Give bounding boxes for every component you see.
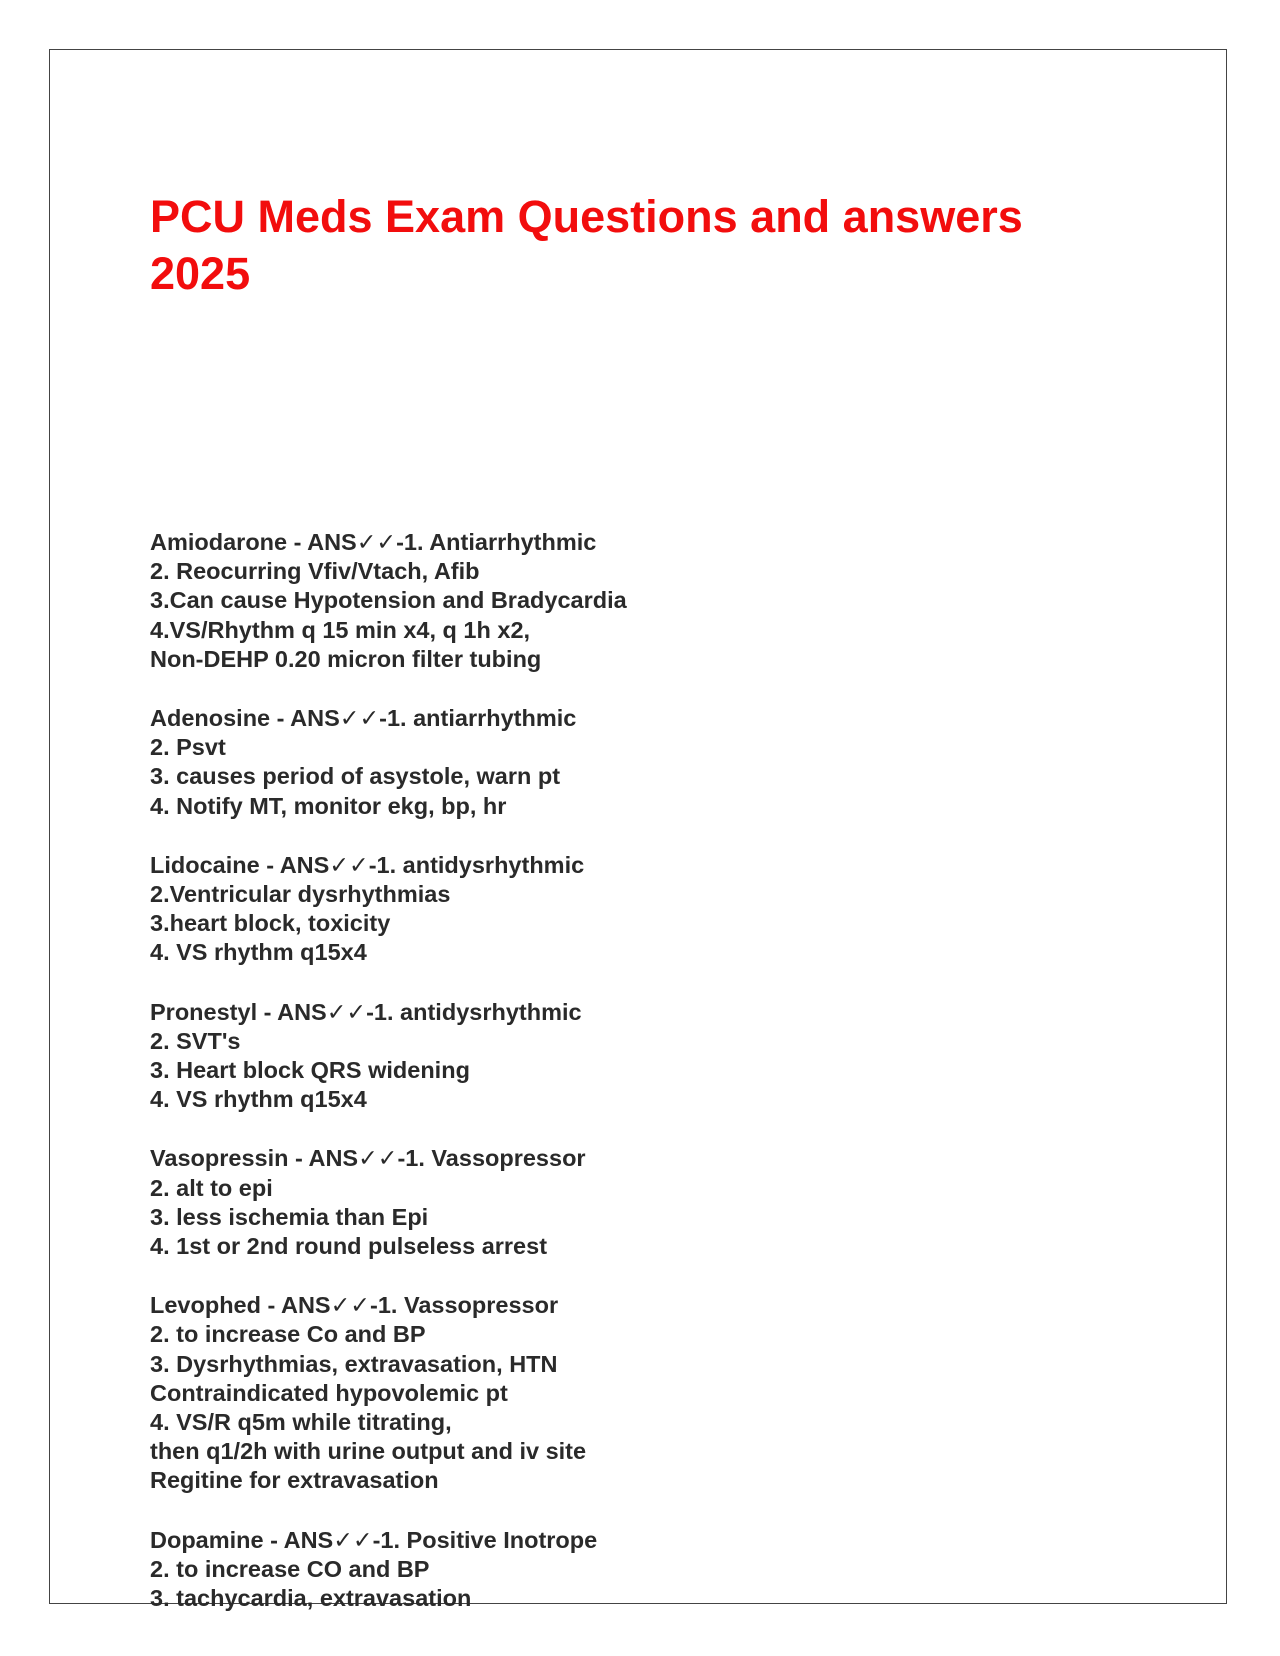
qa-item-vasopressin: Vasopressin - ANS✓✓-1. Vassopressor 2. alt to epi 3. less ischemia than Epi 4. 1st or 2nd round pulseless arrest <box>150 1145 586 1260</box>
qa-item-levophed: Levophed - ANS✓✓-1. Vassopressor 2. to increase Co and BP 3. Dysrhythmias, extravasation, HTN Contraindicated hypovolemic pt 4. VS/R q5m while titrating, then q1/2h with urine output and iv site Regitine for extravasation <box>150 1292 587 1494</box>
qa-item-dopamine: Dopamine - ANS✓✓-1. Positive Inotrope 2. to increase CO and BP 3. tachycardia, extravasation <box>150 1526 598 1612</box>
qa-item-amiodarone: Amiodarone - ANS✓✓-1. Antiarrhythmic 2. Reocurring Vfiv/Vtach, Afib 3.Can cause Hypotension and Bradycardia 4.VS/Rhythm q 15 min x4, q 1h x2, Non-DEHP 0.20 micron filter tubing <box>150 529 627 672</box>
qa-item-adenosine: Adenosine - ANS✓✓-1. antiarrhythmic 2. Psvt 3. causes period of asystole, warn pt 4. Notify MT, monitor ekg, bp, hr <box>150 705 577 819</box>
qa-item-pronestyl: Pronestyl - ANS✓✓-1. antidysrhythmic 2. SVT's 3. Heart block QRS widening 4. VS rhythm q15x4 <box>150 998 582 1113</box>
document-title: PCU Meds Exam Questions and answers 2025 <box>150 191 1023 299</box>
qa-list <box>150 528 1050 1643</box>
qa-item-lidocaine: Lidocaine - ANS✓✓-1. antidysrhythmic 2.Ventricular dysrhythmias 3.heart block, toxicity 4. VS rhythm q15x4 <box>150 851 585 966</box>
